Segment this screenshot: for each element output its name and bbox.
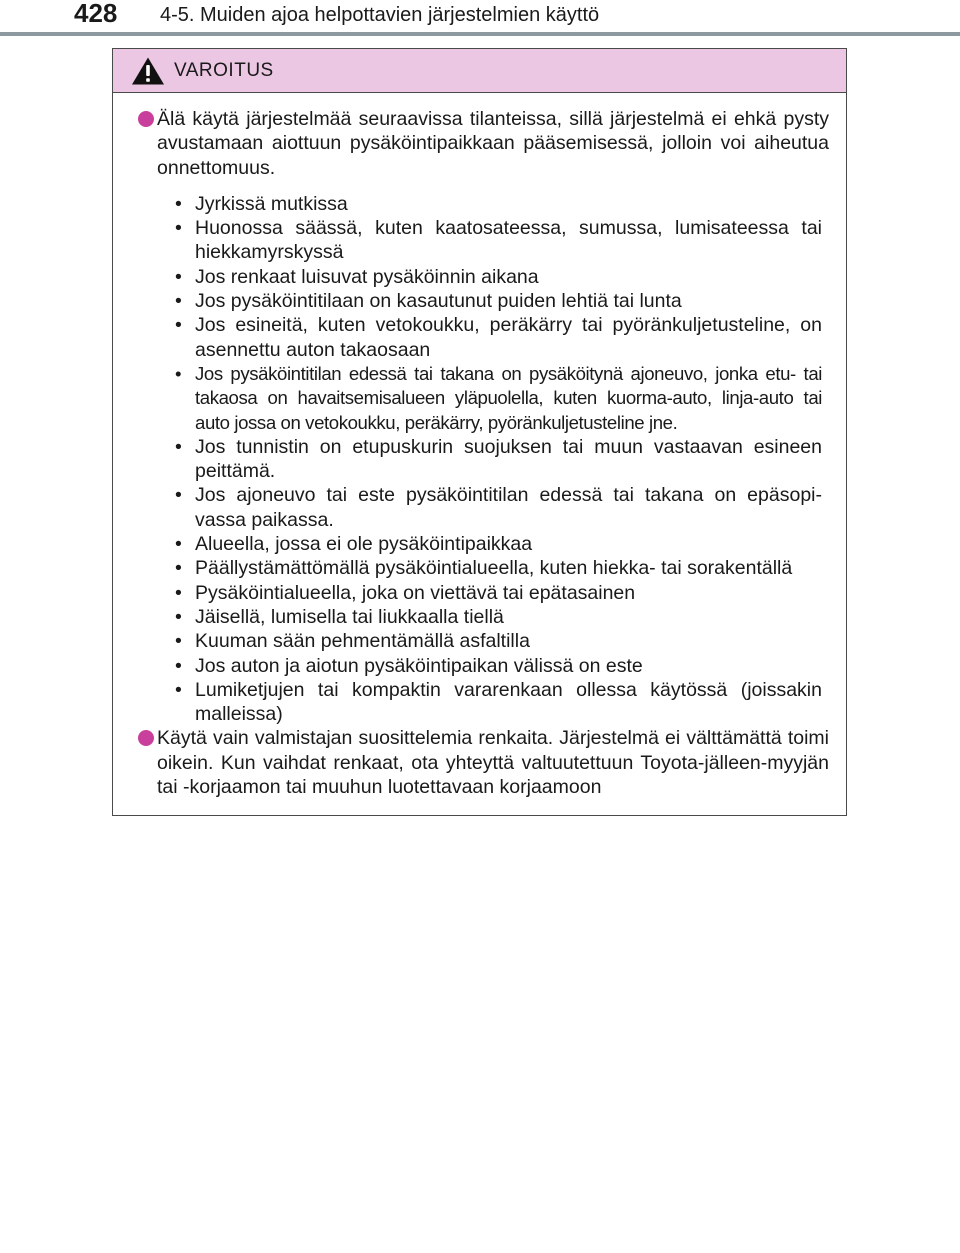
warning-paragraph bbox=[133, 726, 829, 799]
list-item: • Pysäköintialueella, joka on viettävä tai epätasainen bbox=[175, 581, 822, 605]
paragraph-text: Älä käytä järjestelmää seuraavissa tilanteissa, sillä järjestelmä ei ehkä pysty avustamaan aiottuun pysäköintipaikkaan pääsemisessä, jolloin voi aiheutua onnettomuus. bbox=[157, 108, 829, 179]
warning-body bbox=[113, 107, 846, 799]
list-item: • Jos tunnistin on etupuskurin suojuksen tai muun vastaavan esineen peittämä. bbox=[175, 435, 822, 484]
list-item: • Jos ajoneuvo tai este pysäköintitilan edessä tai takana on epäsopi-vassa paikassa. bbox=[175, 483, 822, 532]
list-item: • Lumiketjujen tai kompaktin vararenkaan ollessa käytössä (joissakin malleissa) bbox=[175, 678, 822, 727]
warning-paragraph bbox=[133, 107, 829, 180]
bullet-dot-icon bbox=[138, 730, 154, 746]
page-number: 428 bbox=[74, 0, 118, 28]
list-item: • Jos auton ja aiotun pysäköintipaikan välissä on este bbox=[175, 654, 822, 678]
list-item: • Jyrkissä mutkissa bbox=[175, 192, 822, 216]
warning-triangle-icon bbox=[131, 56, 165, 86]
bullet-dot-icon bbox=[138, 111, 154, 127]
list-item: • Huonossa säässä, kuten kaatosateessa, sumussa, lumisateessa tai hiekkamyrskyssä bbox=[175, 216, 822, 265]
list-item: • Jos renkaat luisuvat pysäköinnin aikana bbox=[175, 265, 822, 289]
list-item: • Jos esineitä, kuten vetokoukku, peräkärry tai pyöränkuljetusteline, on asennettu auton takaosaan bbox=[175, 313, 822, 362]
section-title: 4-5. Muiden ajoa helpottavien järjestelmien käyttö bbox=[160, 4, 600, 26]
list-item: • Alueella, jossa ei ole pysäköintipaikkaa bbox=[175, 532, 822, 556]
warning-box bbox=[112, 48, 847, 816]
list-item: • Jos pysäköintitilaan on kasautunut puiden lehtiä tai lunta bbox=[175, 289, 822, 313]
list-item: • Jäisellä, lumisella tai liukkaalla tiellä bbox=[175, 605, 822, 629]
warning-header bbox=[113, 49, 846, 93]
list-item: • Päällystämättömällä pysäköintialueella, kuten hiekka- tai sorakentällä bbox=[175, 556, 822, 580]
header-divider bbox=[0, 32, 960, 36]
conditions-list bbox=[133, 192, 829, 727]
list-item: • Kuuman sään pehmentämällä asfaltilla bbox=[175, 629, 822, 653]
list-item: • Jos pysäköintitilan edessä tai takana on pysäköitynä ajoneuvo, jonka etu- tai takaosa on havaitsemisalueen yläpuolella, kuten kuorma-auto, linja-auto tai auto jossa on vetokoukku, peräkärry, pyöränkuljetusteline jne. bbox=[175, 362, 822, 435]
warning-label: VAROITUS bbox=[174, 60, 274, 81]
paragraph-text: Käytä vain valmistajan suosittelemia renkaita. Järjestelmä ei välttämättä toimi oikein. Kun vaihdat renkaat, ota yhteyttä valtuutettuun Toyota-jälleen-myyjän tai -korjaamon tai muuhun luotettavaan korjaamoon bbox=[157, 727, 829, 799]
